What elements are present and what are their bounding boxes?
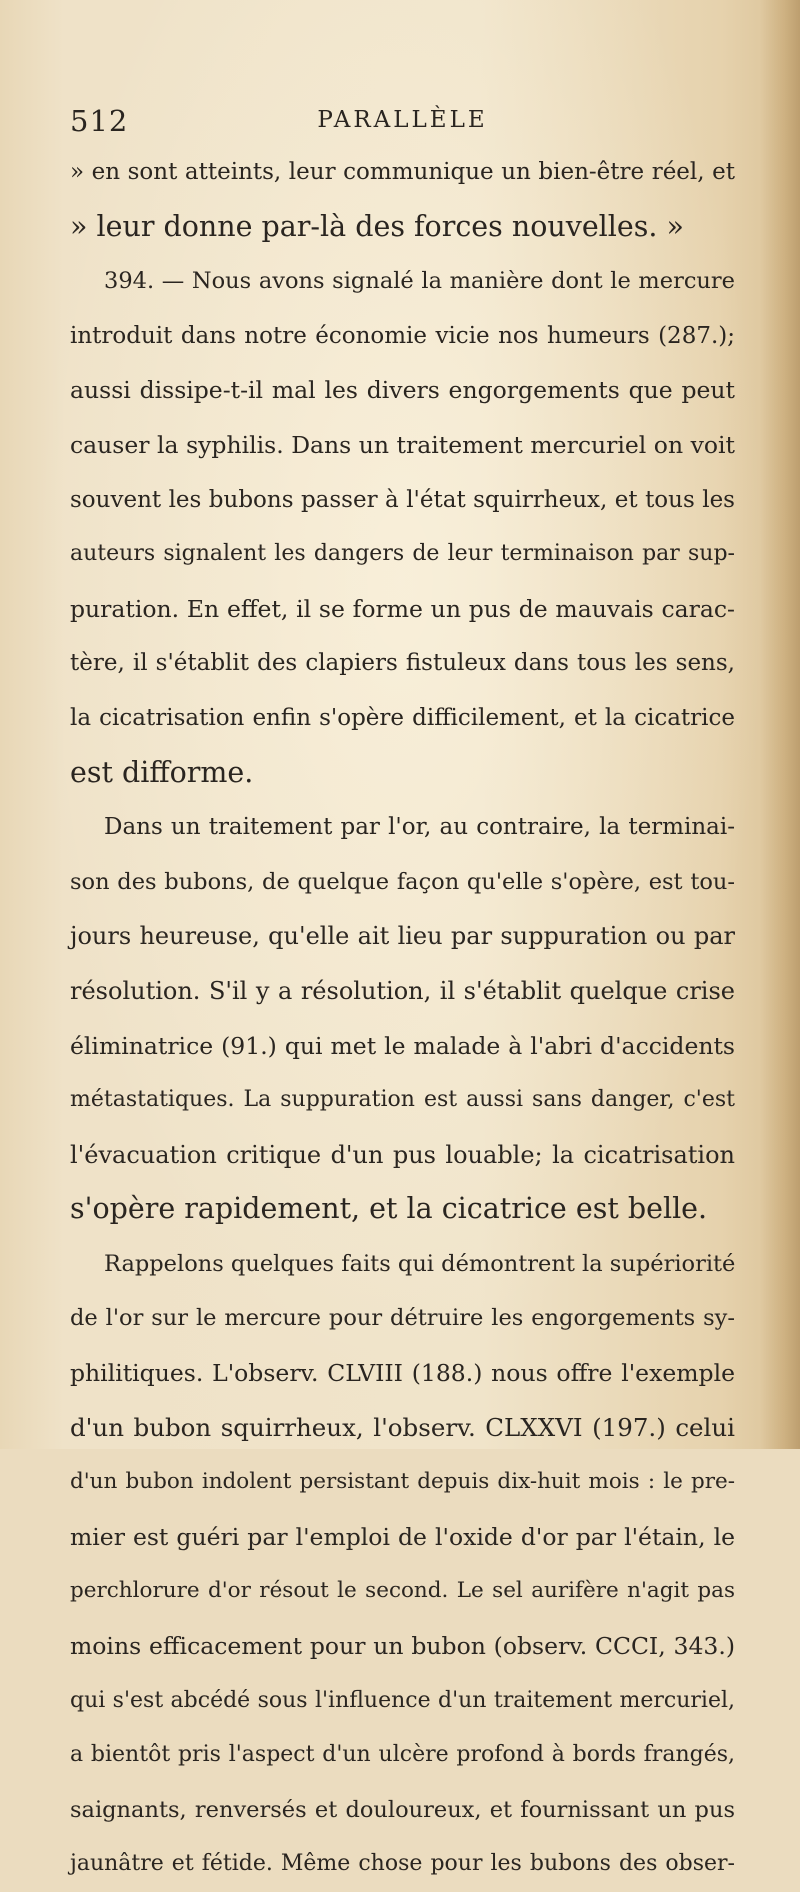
text-line: mier est guéri par l'emploi de l'oxide d'or par l'étain, le [70,1522,735,1551]
text-line: causer la syphilis. Dans un traitement mercuriel on voit [70,430,735,459]
text-line: de l'or sur le mercure pour détruire les engorgements sy- [70,1305,735,1332]
paragraph-start-line: 394. — Nous avons signalé la manière dont le mercure [104,268,735,295]
text-line: » en sont atteints, leur communique un bien-être réel, et [70,159,735,185]
paragraph-start-line: Dans un traitement par l'or, au contraire, la terminai- [104,814,735,841]
text-line: puration. En effet, il se forme un pus de mauvais carac- [70,594,735,623]
text-line: tère, il s'établit des clapiers fistuleux dans tous les sens, [70,650,735,677]
page-number: 512 [70,104,129,138]
text-line: son des bubons, de quelque façon qu'elle s'opère, est tou- [70,868,735,895]
text-line: résolution. S'il y a résolution, il s'établit quelque crise [70,976,735,1005]
text-line: qui s'est abcédé sous l'influence d'un traitement mercuriel, [70,1687,735,1713]
text-line: d'un bubon squirrheux, l'observ. CLXXVI (197.) celui [70,1412,735,1442]
text-line: jaunâtre et fétide. Même chose pour les bubons des obser- [70,1851,735,1877]
paragraph-start-line: Rappelons quelques faits qui démontrent la supériorité [104,1250,736,1277]
text-line: est difforme. [70,755,254,789]
text-line: d'un bubon indolent persistant depuis dix-huit mois : le pre- [70,1469,735,1495]
text-line: souvent les bubons passer à l'état squirrheux, et tous les [70,486,735,513]
text-line: éliminatrice (91.) qui met le malade à l'abri d'accidents [70,1031,735,1060]
text-line: l'évacuation critique d'un pus louable; la cicatrisation [70,1140,735,1169]
text-line: a bientôt pris l'aspect d'un ulcère profond à bords frangés, [70,1742,735,1768]
page-edge-stain [760,0,800,1449]
text-line: s'opère rapidement, et la cicatrice est belle. [70,1192,708,1226]
running-head [70,104,735,144]
text-line: moins efficacement pour un bubon (observ. CCCI, 343.) [70,1632,735,1661]
text-line: auteurs signalent les dangers de leur terminaison par sup- [70,541,735,567]
text-line: la cicatrisation enfin s'opère difficilement, et la cicatrice [70,704,735,731]
running-title: PARALLÈLE [317,107,488,133]
text-line: saignants, renversés et douloureux, et fournissant un pus [70,1796,735,1823]
text-line: aussi dissipe-t-il mal les divers engorgements que peut [70,376,735,405]
text-line: philitiques. L'observ. CLVIII (188.) nous offre l'exemple [70,1359,735,1388]
text-line: métastatiques. La suppuration est aussi sans danger, c'est [70,1087,735,1113]
text-line: jours heureuse, qu'elle ait lieu par suppuration ou par [70,922,735,951]
text-line: » leur donne par-là des forces nouvelles. » [70,209,684,243]
body-text [70,145,735,1892]
text-line: perchlorure d'or résout le second. Le sel aurifère n'agit pas [70,1578,735,1604]
text-line: introduit dans notre économie vicie nos humeurs (287.); [70,322,735,349]
